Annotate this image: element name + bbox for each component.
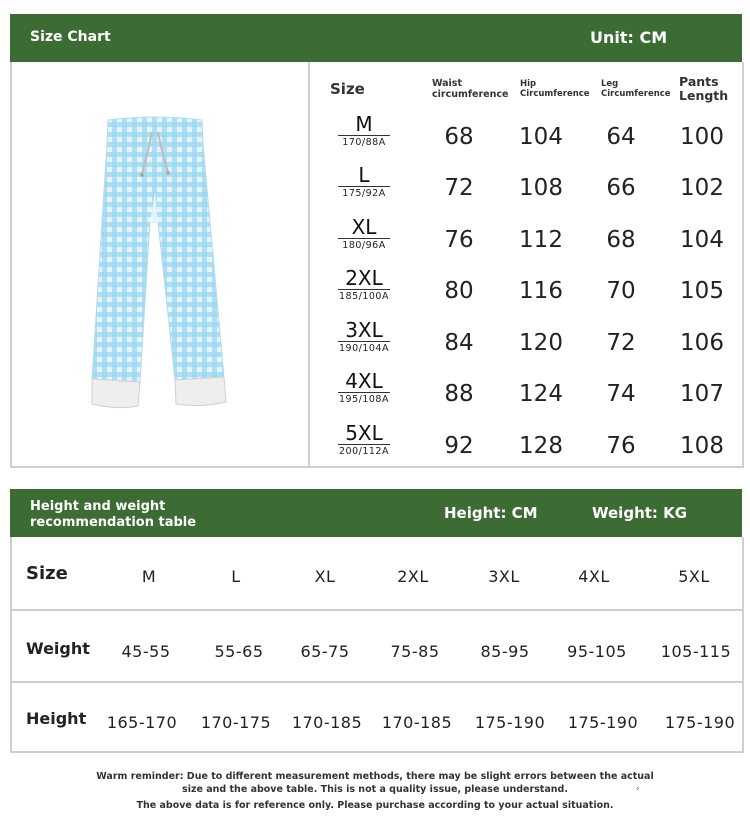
length-value: 106: [680, 330, 724, 356]
pants-image: [12, 62, 308, 466]
size-table: [310, 62, 742, 466]
hip-value: 128: [519, 433, 563, 459]
hip-value: 120: [519, 330, 563, 356]
height-value: 175-190: [664, 713, 736, 732]
size-header: Size: [330, 80, 365, 98]
weight-value: 95-105: [567, 642, 627, 661]
warm-reminder: Warm reminder: Due to different measurement methods, there may be slight errors between the actual size and the above table. This is not a quality issue, please understand.: [96, 771, 654, 795]
height-unit-label: Height: CM: [444, 504, 538, 522]
product-image-area: [12, 62, 310, 466]
size-row: [310, 371, 742, 423]
leg-header: Leg Circumference: [601, 79, 671, 99]
size-value: L: [231, 567, 241, 586]
length-value: 107: [680, 381, 724, 407]
height-value: 175-190: [567, 713, 639, 732]
hip-value: 124: [519, 381, 563, 407]
hip-header: Hip Circumference: [520, 79, 590, 99]
size-value: XL: [314, 567, 336, 586]
waist-value: 88: [444, 381, 474, 407]
waist-value: 68: [444, 124, 474, 150]
weight-value: 45-55: [121, 642, 171, 661]
hip-value: 116: [519, 278, 563, 304]
footer-note: [90, 770, 660, 812]
hip-value: 108: [519, 175, 563, 201]
size-cell: 3XL 190/104A: [339, 318, 389, 354]
recommendation-title: Height and weight recommendation table: [30, 499, 197, 530]
size-row: [310, 165, 742, 217]
waist-value: 80: [444, 278, 474, 304]
size-label: Size: [26, 563, 68, 584]
size-row: [310, 320, 742, 372]
height-value: 170-185: [381, 713, 453, 732]
size-cell: 5XL 200/112A: [339, 421, 389, 457]
size-row: [310, 268, 742, 320]
size-value: 4XL: [578, 567, 610, 586]
unit-label: Unit: CM: [590, 28, 668, 47]
size-chart-title: Size Chart: [30, 29, 111, 45]
leg-value: 72: [606, 330, 636, 356]
waist-value: 92: [444, 433, 474, 459]
height-value: 175-190: [474, 713, 546, 732]
height-value: 170-185: [291, 713, 363, 732]
recommendation-table: [10, 537, 744, 753]
length-value: 108: [680, 433, 724, 459]
size-cell: 2XL 185/100A: [339, 266, 389, 302]
weight-value: 105-115: [660, 642, 732, 661]
recommendation-header: [10, 489, 742, 537]
waist-value: 84: [444, 330, 474, 356]
size-row: [310, 217, 742, 269]
waist-header: Waist circumference: [432, 78, 509, 100]
length-header: Pants Length: [679, 74, 729, 103]
height-value: 170-175: [200, 713, 272, 732]
reference-note: The above data is for reference only. Please purchase according to your actual situation.: [136, 800, 614, 811]
leg-value: 76: [606, 433, 636, 459]
size-row: [310, 114, 742, 166]
waist-value: 76: [444, 227, 474, 253]
length-value: 104: [680, 227, 724, 253]
length-value: 102: [680, 175, 724, 201]
size-value: 3XL: [488, 567, 520, 586]
chevron-right-icon: ›: [636, 784, 640, 794]
height-row: [12, 681, 742, 753]
size-cell: L 175/92A: [332, 165, 396, 199]
size-value: 2XL: [397, 567, 429, 586]
leg-value: 70: [606, 278, 636, 304]
size-value: 5XL: [678, 567, 710, 586]
length-value: 105: [680, 278, 724, 304]
size-chart-panel: [10, 62, 744, 468]
waist-value: 72: [444, 175, 474, 201]
height-label: Height: [26, 709, 87, 728]
size-cell: M 170/88A: [332, 114, 396, 148]
hip-value: 104: [519, 124, 563, 150]
size-value: M: [141, 567, 157, 586]
height-value: 165-170: [106, 713, 178, 732]
leg-value: 68: [606, 227, 636, 253]
size-row: [12, 537, 742, 607]
weight-value: 85-95: [480, 642, 530, 661]
weight-value: 65-75: [300, 642, 350, 661]
leg-value: 64: [606, 124, 636, 150]
hip-value: 112: [519, 227, 563, 253]
size-cell: 4XL 195/108A: [339, 369, 389, 405]
weight-row: [12, 609, 742, 681]
weight-label: Weight: [26, 639, 90, 658]
size-row: [310, 423, 742, 475]
size-chart-header: [10, 14, 742, 62]
leg-value: 66: [606, 175, 636, 201]
length-value: 100: [680, 124, 724, 150]
size-cell: XL 180/96A: [332, 217, 396, 251]
weight-value: 55-65: [214, 642, 264, 661]
weight-unit-label: Weight: KG: [592, 504, 688, 522]
weight-value: 75-85: [390, 642, 440, 661]
leg-value: 74: [606, 381, 636, 407]
